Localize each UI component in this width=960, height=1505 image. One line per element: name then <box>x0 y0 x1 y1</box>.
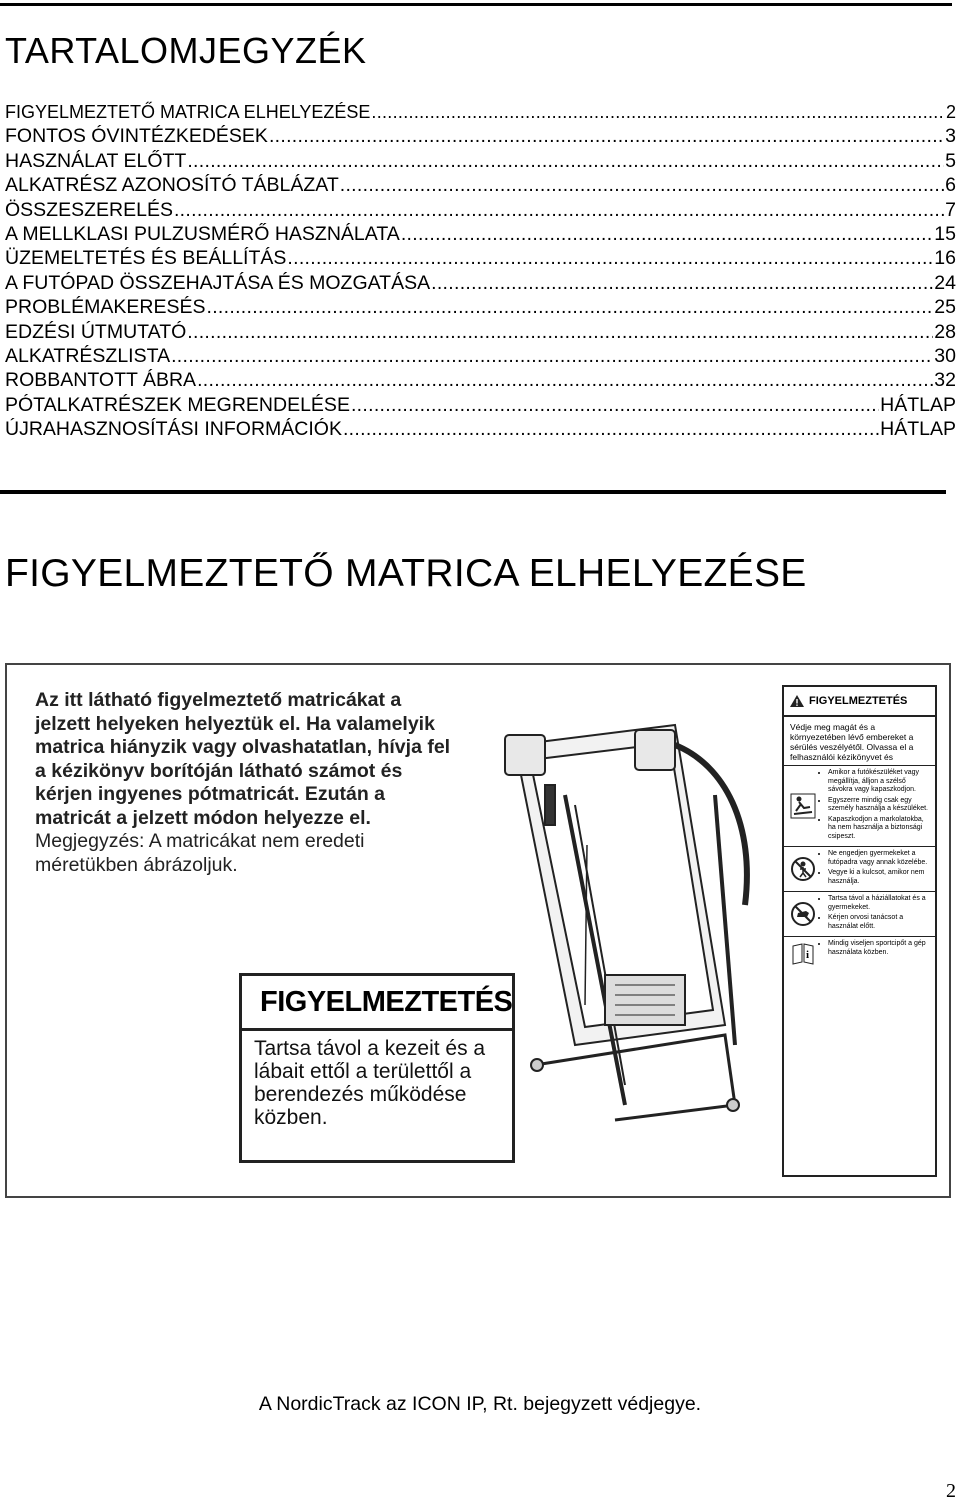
toc-entry-label: A MELLKLASI PULZUSMÉRŐ HASZNÁLATA <box>5 222 400 245</box>
toc-leader <box>351 393 879 417</box>
toc-entry-page: HÁTLAP <box>880 418 956 441</box>
toc-entry[interactable] <box>5 271 956 295</box>
side-warning-item: • Ne engedjen gyermekeket a futópadra vagy annak közelébe. <box>828 850 931 867</box>
side-warning-header <box>784 687 935 717</box>
toc-leader <box>371 100 945 124</box>
side-warning-item: • Vegye ki a kulcsot, amikor nem használja. <box>828 869 931 886</box>
toc-entry[interactable] <box>5 417 956 441</box>
toc-entry-label: ROBBANTOTT ÁBRA <box>5 369 197 392</box>
toc-leader <box>174 198 944 222</box>
warning-label-header <box>242 976 512 1031</box>
toc-leader <box>187 149 944 173</box>
section-title: FIGYELMEZTETŐ MATRICA ELHELYEZÉSE <box>5 552 807 595</box>
toc-entry-page: 15 <box>934 222 956 245</box>
side-warning-block <box>784 936 935 969</box>
toc-entry-page: 6 <box>945 174 956 197</box>
section-divider <box>0 490 946 494</box>
side-warning-label <box>782 685 937 1177</box>
toc-leader <box>269 124 944 148</box>
toc-entry-label: FIGYELMEZTETŐ MATRICA ELHELYEZÉSE <box>5 102 371 122</box>
side-warning-intro: Védje meg magát és a környezetében lévő embereket a sérülés veszélyétől. Olvassa el a felhasználói kézikönyvet és <box>790 722 914 762</box>
toc-leader <box>187 320 933 344</box>
toc-entry-page: 28 <box>934 320 956 343</box>
figure-note-remark: Megjegyzés: A matricákat nem eredeti méretükben ábrázoljuk. <box>35 830 365 876</box>
toc-entry[interactable] <box>5 320 956 344</box>
toc-entry[interactable] <box>5 149 956 173</box>
side-warning-item: • Kérjen orvosi tanácsot a használat előtt. <box>828 914 931 931</box>
toc-entry-page: 24 <box>934 271 956 294</box>
page-number: 2 <box>946 1480 956 1502</box>
toc-entry-page: 7 <box>945 198 956 221</box>
figure-note-bold: Az itt látható figyelmeztető matricákat a jelzett helyeken helyeztük el. Ha valamelyik matrica hiányzik vagy olvashatatlan, hívja fel a kézikönyv borítóján látható számot és kérjen ingyenes pótmatricát. Ezután a matricát a jelzett módon helyezze el. <box>35 689 451 829</box>
trademark-notice: A NordicTrack az ICON IP, Rt. bejegyzett védjegye. <box>258 1393 702 1415</box>
side-warning-block <box>784 765 935 846</box>
toc-entry[interactable] <box>5 295 956 319</box>
top-rule <box>0 3 952 6</box>
toc-entry-label: FONTOS ÓVINTÉZKEDÉSEK <box>5 125 268 148</box>
toc-entry-page: 2 <box>945 102 956 122</box>
toc-entry-label: A FUTÓPAD ÖSSZEHAJTÁSA ÉS MOZGATÁSA <box>5 271 431 294</box>
warning-label-text: Tartsa távol a kezeit és a lábait ettől a területtől a berendezés működése közben. <box>254 1037 486 1129</box>
toc-entry-label: HASZNÁLAT ELŐTT <box>5 149 187 172</box>
toc-entry-label: ALKATRÉSZ AZONOSÍTÓ TÁBLÁZAT <box>5 174 339 197</box>
toc-entry[interactable] <box>5 246 956 270</box>
manual-info-icon <box>790 940 816 966</box>
treadmill-illustration <box>475 705 785 1125</box>
side-warning-block <box>784 846 935 891</box>
toc-entry-label: EDZÉSI ÚTMUTATÓ <box>5 320 187 343</box>
toc-leader <box>287 246 933 270</box>
toc-leader <box>343 417 879 441</box>
child-prohibited-icon <box>790 856 816 882</box>
fall-hazard-icon <box>790 793 816 819</box>
toc-leader <box>171 344 933 368</box>
warning-sticker-figure <box>5 663 951 1198</box>
toc-leader <box>431 271 933 295</box>
toc-entry-page: 25 <box>934 296 956 319</box>
side-warning-title: FIGYELMEZTETÉS <box>809 695 908 707</box>
toc-entry-label: PÓTALKATRÉSZEK MEGRENDELÉSE <box>5 393 350 416</box>
toc-leader <box>206 295 933 319</box>
no-pets-icon <box>790 901 816 927</box>
toc-entry[interactable] <box>5 344 956 368</box>
toc-entry-page: 3 <box>945 125 956 148</box>
side-warning-item: • Mindig viseljen sportcipőt a gép használata közben. <box>828 940 931 957</box>
figure-note <box>35 689 455 877</box>
toc-entry-label: ALKATRÉSZLISTA <box>5 344 171 367</box>
toc-entry[interactable] <box>5 124 956 148</box>
side-warning-block <box>784 891 935 936</box>
toc-title: TARTALOMJEGYZÉK <box>5 30 367 71</box>
table-of-contents <box>5 100 956 441</box>
toc-entry-label: PROBLÉMAKERESÉS <box>5 296 206 319</box>
toc-leader <box>197 368 933 392</box>
toc-entry-label: ÜZEMELTETÉS ÉS BEÁLLÍTÁS <box>5 247 287 270</box>
toc-entry-page: 5 <box>945 149 956 172</box>
toc-entry[interactable] <box>5 198 956 222</box>
toc-entry[interactable] <box>5 100 956 124</box>
toc-entry-page: 16 <box>934 247 956 270</box>
toc-entry-page: 32 <box>934 369 956 392</box>
warning-label <box>239 973 515 1163</box>
toc-leader <box>340 173 944 197</box>
toc-entry-label: ÚJRAHASZNOSÍTÁSI INFORMÁCIÓK <box>5 418 342 441</box>
toc-entry[interactable] <box>5 393 956 417</box>
toc-entry[interactable] <box>5 173 956 197</box>
toc-entry-page: 30 <box>934 344 956 367</box>
svg-text:i: i <box>806 949 810 961</box>
toc-entry-page: HÁTLAP <box>880 393 956 416</box>
warning-label-title: FIGYELMEZTETÉS <box>260 985 513 1018</box>
toc-entry[interactable] <box>5 368 956 392</box>
warning-triangle-icon <box>789 694 805 708</box>
toc-leader <box>401 222 933 246</box>
side-warning-item: • Kapaszkodjon a markolatokba, ha nem használja a biztonsági csipeszt. <box>828 816 931 842</box>
toc-entry[interactable] <box>5 222 956 246</box>
side-warning-item: • Egyszerre mindig csak egy személy használja a készüléket. <box>828 797 931 814</box>
side-warning-item: • Amikor a futókészüléket vagy megállítja, álljon a szélső sávokra vagy kapaszkodjon. <box>828 769 931 795</box>
side-warning-item: • Tartsa távol a háziállatokat és a gyermekeket. <box>828 895 931 912</box>
toc-entry-label: ÖSSZESZERELÉS <box>5 198 173 221</box>
